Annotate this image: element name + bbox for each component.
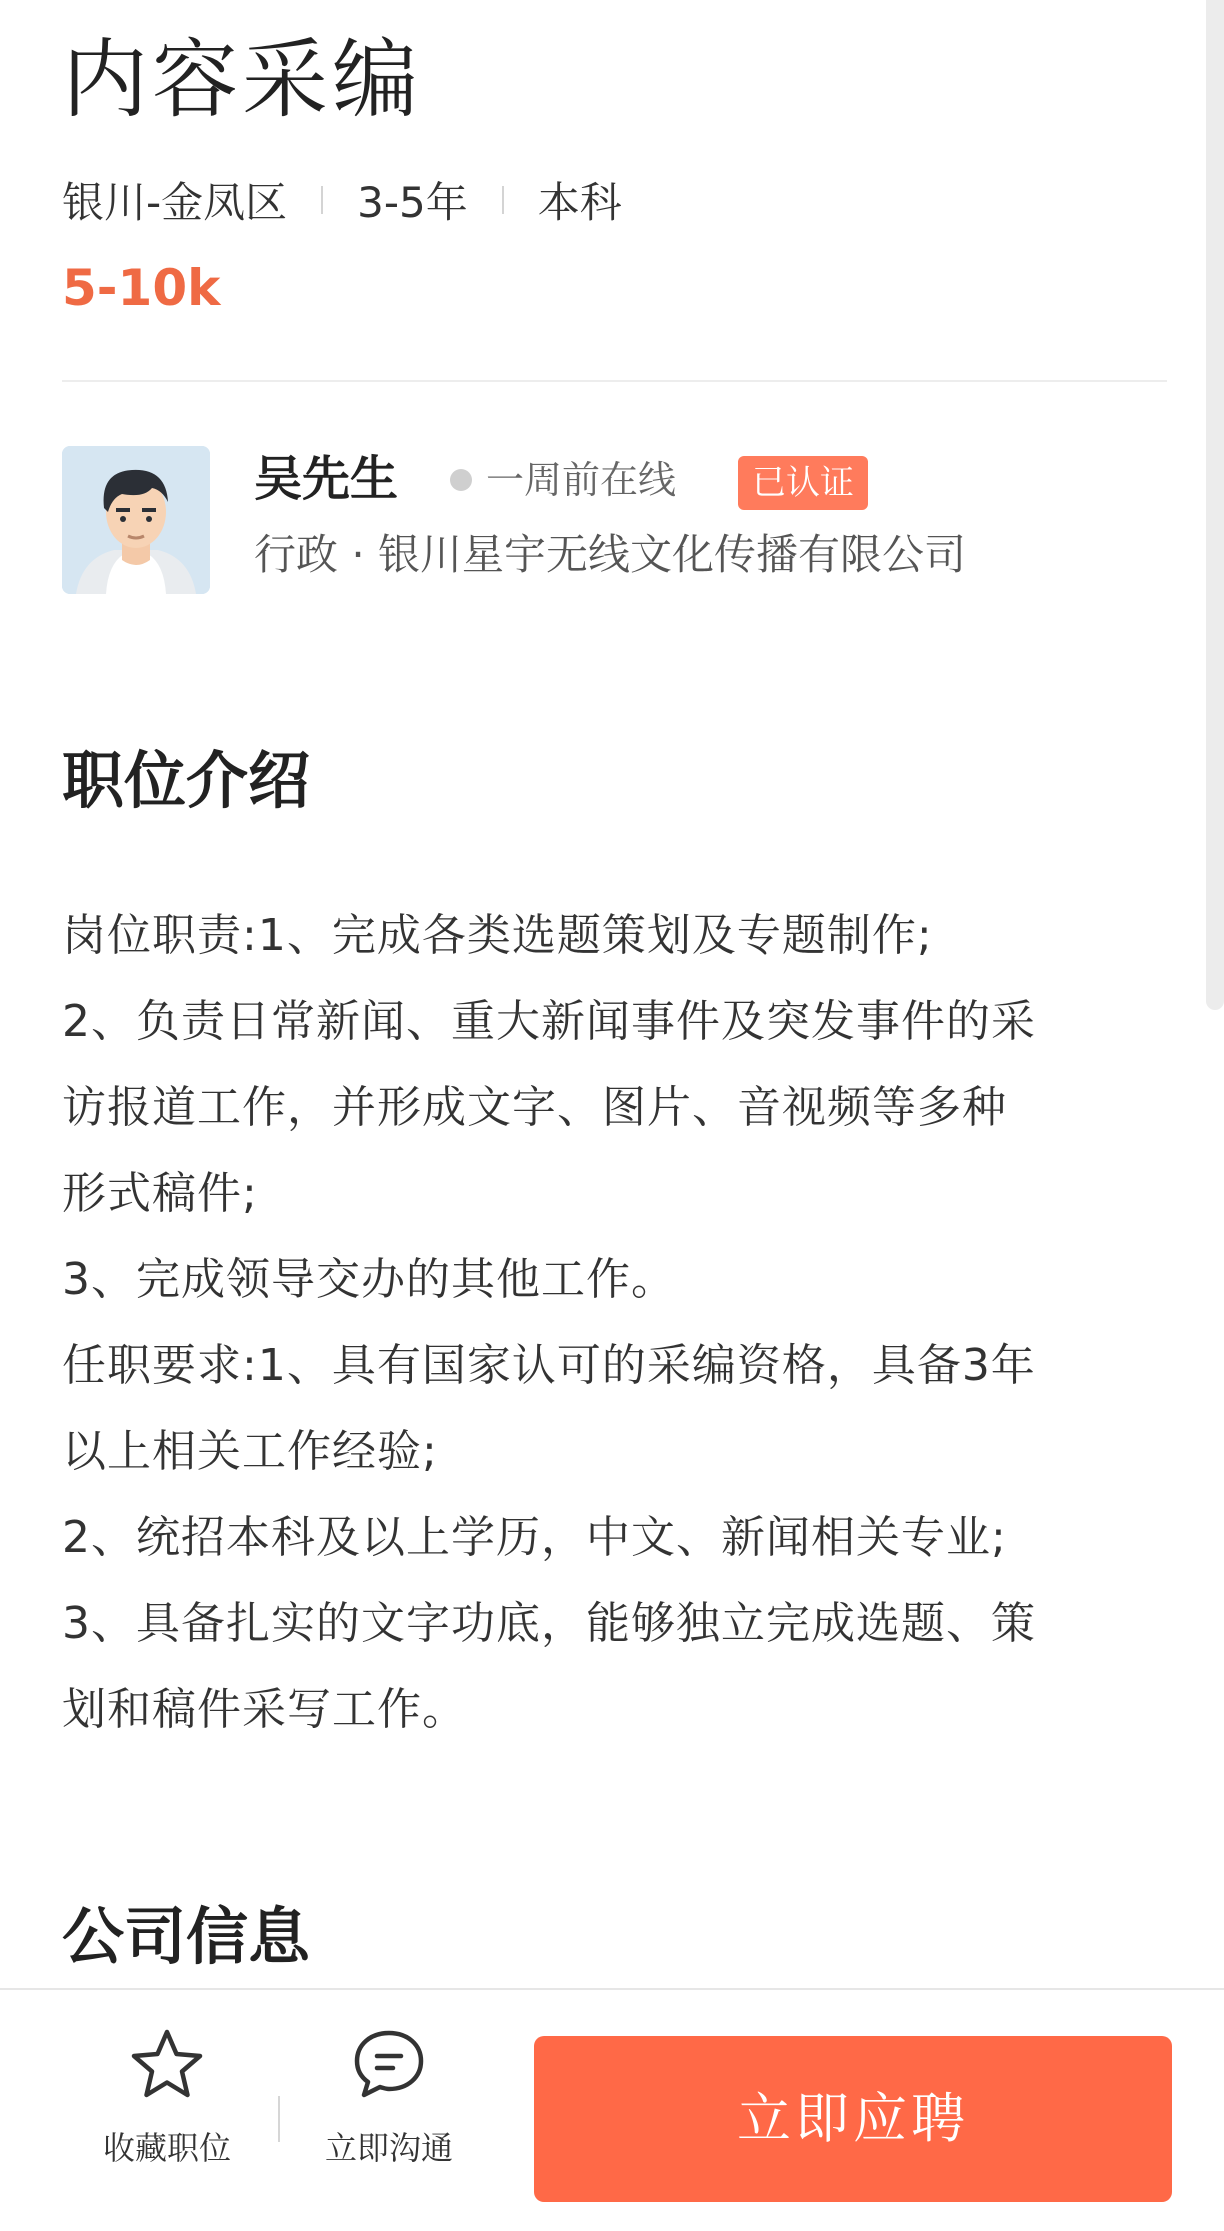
job-experience: 3-5年: [357, 178, 468, 227]
status-dot-icon: [450, 469, 472, 491]
verified-badge: 已认证: [738, 456, 868, 510]
description-line: 访报道工作，并形成文字、图片、音视频等多种: [62, 1082, 1007, 1133]
description-line: 形式稿件;: [62, 1168, 258, 1219]
description-line: 以上相关工作经验;: [62, 1426, 438, 1477]
recruiter-avatar[interactable]: [62, 446, 210, 594]
section-title-company-info: 公司信息: [62, 1900, 311, 1973]
recruiter-name: 吴先生: [254, 451, 399, 507]
star-icon: [129, 2028, 205, 2100]
online-status-text: 一周前在线: [486, 458, 677, 502]
section-title-job-intro: 职位介绍: [62, 744, 311, 817]
job-title: 内容采编: [62, 30, 422, 130]
description-line: 划和稿件采写工作。: [62, 1684, 467, 1735]
job-meta: [62, 168, 622, 232]
chat-now-button[interactable]: [304, 2028, 474, 2170]
avatar-illustration: [62, 446, 210, 594]
favorite-job-button[interactable]: [82, 2028, 252, 2170]
job-education: 本科: [537, 178, 622, 227]
apply-now-button[interactable]: 立即应聘: [534, 2036, 1172, 2202]
chat-bubble-icon: [351, 2028, 427, 2100]
chat-now-label: 立即沟通: [324, 2129, 453, 2167]
description-line: 岗位职责:1、完成各类选题策划及专题制作;: [62, 910, 933, 961]
job-location: 银川-金凤区: [62, 178, 288, 227]
description-line: 任职要求:1、具有国家认可的采编资格，具备3年: [62, 1340, 1036, 1391]
online-status: [450, 452, 676, 508]
description-line: 2、统招本科及以上学历，中文、新闻相关专业;: [62, 1512, 1007, 1563]
bottom-action-bar: [0, 1988, 1224, 2231]
job-description: [62, 893, 1167, 1753]
salary: 5-10k: [62, 259, 221, 317]
scrollbar[interactable]: [1206, 0, 1224, 1010]
description-line: 2、负责日常新闻、重大新闻事件及突发事件的采: [62, 996, 1036, 1047]
meta-divider: [502, 186, 504, 214]
meta-divider: [321, 186, 323, 214]
recruiter-role-company[interactable]: 行政 · 银川星宇无线文化传播有限公司: [254, 530, 967, 579]
description-line: 3、完成领导交办的其他工作。: [62, 1254, 676, 1305]
description-line: 3、具备扎实的文字功底，能够独立完成选题、策: [62, 1598, 1036, 1649]
divider: [62, 380, 1167, 382]
bar-divider: [278, 2096, 280, 2142]
favorite-job-label: 收藏职位: [102, 2129, 231, 2167]
